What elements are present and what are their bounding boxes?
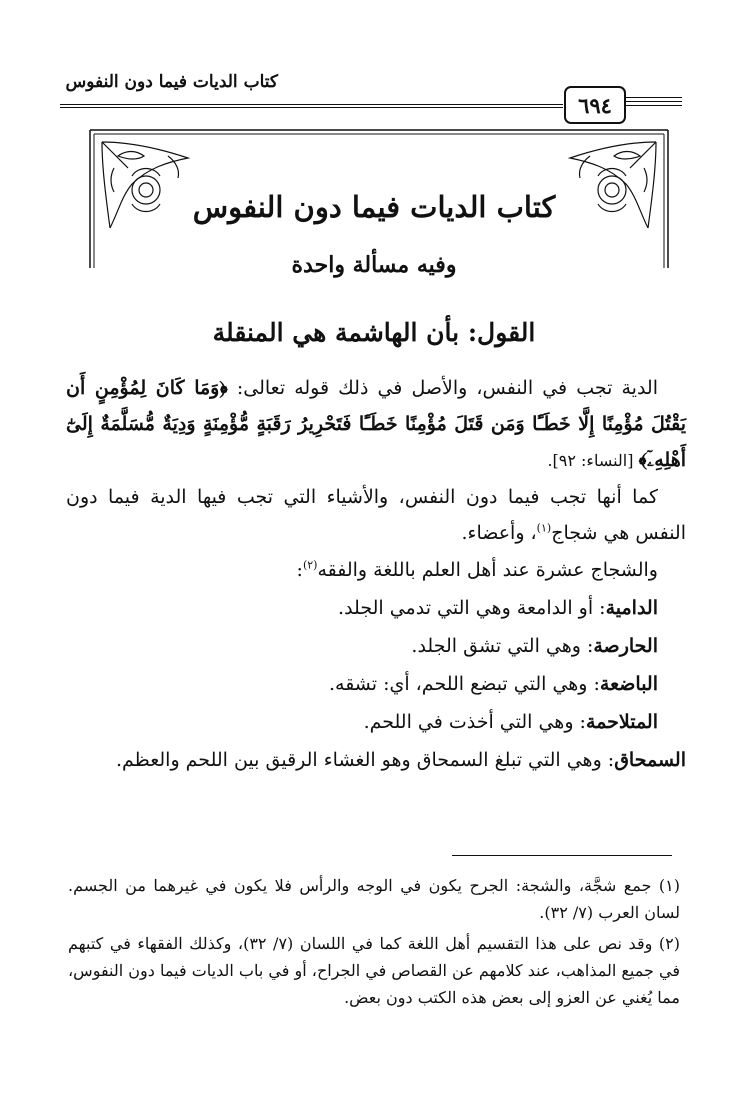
definition-item bbox=[66, 627, 686, 665]
paragraph-3-end: : bbox=[296, 559, 303, 581]
footnotes bbox=[68, 872, 680, 1015]
definition-item bbox=[66, 741, 686, 779]
quran-verse: ﴿وَمَا كَانَ لِمُؤْمِنٍ أَن يَقْتُلَ مُؤْمِنًا إِلَّا خَطَـًٔا وَمَن قَتَلَ مُؤْمِنًا خَطَـًٔا فَتَحْرِيرُ رَقَبَةٍ مُّؤْمِنَةٍ وَدِيَةٌ مُّسَلَّمَةٌ إِلَىٰٓ أَهْلِهِۦٓ﴾ bbox=[66, 377, 686, 471]
definition-text: : وهي التي أخذت في اللحم. bbox=[363, 711, 586, 733]
definition-text: : وهي التي تبلغ السمحاق وهو الغشاء الرقيق بين اللحم والعظم. bbox=[115, 749, 615, 771]
paragraph-1-intro: الدية تجب في النفس، والأصل في ذلك قوله تعالى: bbox=[227, 377, 658, 399]
definition-text: : أو الدامعة وهي التي تدمي الجلد. bbox=[338, 597, 606, 619]
chapter-subtitle: وفيه مسألة واحدة bbox=[291, 252, 457, 278]
paragraph-3 bbox=[66, 551, 686, 589]
definition-term: السمحاق bbox=[614, 749, 686, 771]
paragraph-2 bbox=[66, 479, 686, 551]
footnote-1: (١) جمع شجَّة، والشجة: الجرح يكون في الوجه والرأس فلا يكون في غيرهما من الجسم. لسان العرب (٧/ ٣٢). bbox=[68, 876, 680, 922]
header-rule-left bbox=[60, 104, 563, 105]
definition-text: : وهي التي تشق الجلد. bbox=[411, 635, 594, 657]
paragraph-2-text: كما أنها تجب فيما دون النفس، والأشياء التي تجب فيها الدية فيما دون النفس هي شجاج bbox=[66, 486, 686, 544]
footnote-ref-2[interactable]: (٢) bbox=[302, 558, 318, 572]
definition-item bbox=[66, 703, 686, 741]
running-title: كتاب الديات فيما دون النفوس bbox=[65, 72, 278, 92]
section-heading: القول: بأن الهاشمة هي المنقلة bbox=[212, 318, 536, 347]
definition-term: الحارصة bbox=[593, 635, 658, 657]
header-rule-left-double bbox=[60, 107, 563, 108]
definition-item bbox=[66, 589, 686, 627]
paragraph-3-text: والشجاج عشرة عند أهل العلم باللغة والفقه bbox=[317, 559, 658, 581]
definition-term: الدامية bbox=[605, 597, 658, 619]
footnote-2: (٢) وقد نص على هذا التقسيم أهل اللغة كما في اللسان (٧/ ٣٢)، وكذلك الفقهاء في كتبهم في جميع المذاهب، عند كلامهم عن القصاص في الجراح، أو في باب الديات فيما دون النفوس، مما يُغني عن العزو إلى بعض هذه الكتب دون بعض. bbox=[68, 934, 680, 1007]
paragraph-1 bbox=[66, 370, 686, 479]
chapter-title: كتاب الديات فيما دون النفوس bbox=[192, 190, 556, 224]
definition-term: الباضعة bbox=[599, 673, 658, 695]
paragraph-2-end: ، وأعضاء. bbox=[461, 522, 537, 544]
footnote-ref-1[interactable]: (١) bbox=[536, 521, 552, 535]
definition-text: : وهي التي تبضع اللحم، أي: تشقه. bbox=[328, 673, 600, 695]
definition-item bbox=[66, 665, 686, 703]
body-text bbox=[66, 370, 686, 779]
header-rule-right-3 bbox=[624, 105, 682, 106]
header-rule-right bbox=[624, 97, 682, 98]
verse-source: [النساء: ٩٢]. bbox=[547, 451, 639, 470]
page-number: ٦٩٤ bbox=[564, 86, 626, 124]
header-rule-right-2 bbox=[624, 101, 682, 102]
definition-term: المتلاحمة bbox=[585, 711, 658, 733]
footnote-divider bbox=[452, 855, 672, 856]
